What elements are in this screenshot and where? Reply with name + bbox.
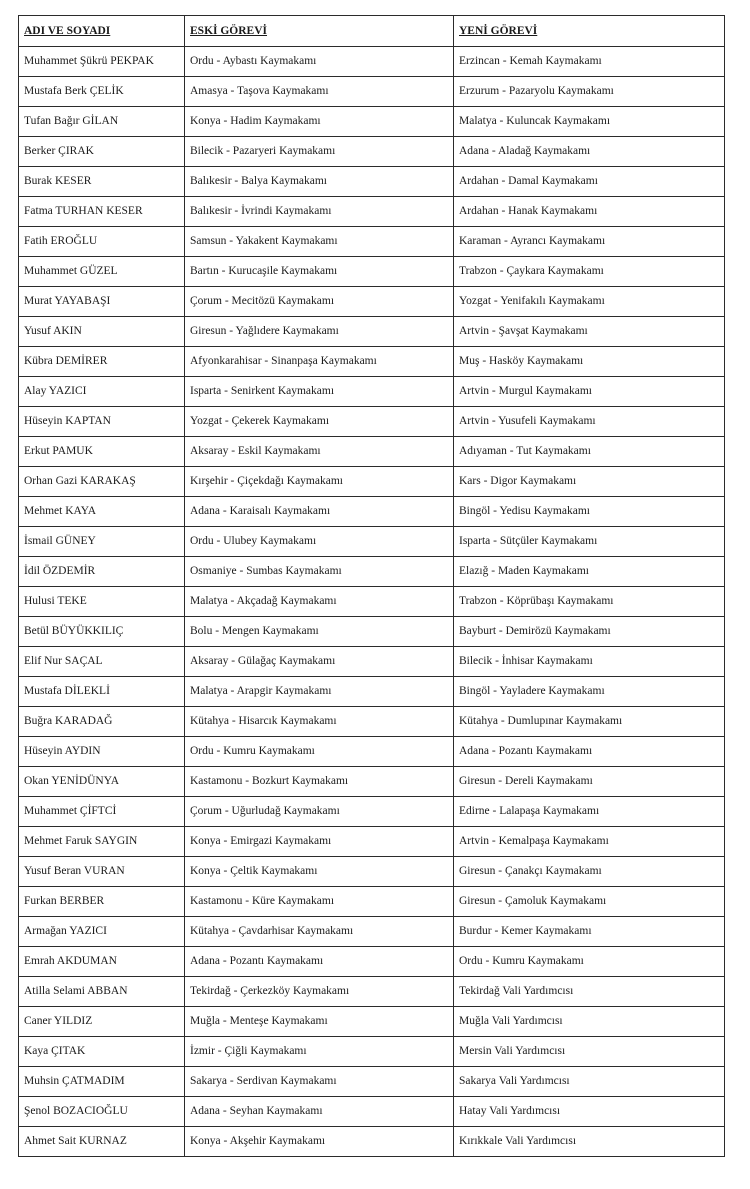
table-row: [19, 767, 725, 797]
cell-new-position: Karaman - Ayrancı Kaymakamı: [454, 227, 725, 257]
table-row: [19, 1037, 725, 1067]
cell-name: Murat YAYABAŞI: [19, 287, 185, 317]
table-header-row: [19, 16, 725, 47]
cell-name: Hüseyin KAPTAN: [19, 407, 185, 437]
cell-name: Elif Nur SAÇAL: [19, 647, 185, 677]
cell-old-position: Çorum - Mecitözü Kaymakamı: [185, 287, 454, 317]
cell-new-position: Bayburt - Demirözü Kaymakamı: [454, 617, 725, 647]
cell-old-position: Konya - Çeltik Kaymakamı: [185, 857, 454, 887]
table-row: [19, 737, 725, 767]
header-new-position: YENİ GÖREVİ: [454, 16, 725, 47]
cell-new-position: Trabzon - Köprübaşı Kaymakamı: [454, 587, 725, 617]
cell-old-position: Adana - Karaisalı Kaymakamı: [185, 497, 454, 527]
table-row: [19, 1067, 725, 1097]
cell-old-position: Çorum - Uğurludağ Kaymakamı: [185, 797, 454, 827]
table-row: [19, 437, 725, 467]
cell-old-position: İzmir - Çiğli Kaymakamı: [185, 1037, 454, 1067]
table-row: [19, 677, 725, 707]
cell-old-position: Bartın - Kurucaşile Kaymakamı: [185, 257, 454, 287]
cell-old-position: Malatya - Arapgir Kaymakamı: [185, 677, 454, 707]
table-row: [19, 407, 725, 437]
cell-name: Furkan BERBER: [19, 887, 185, 917]
cell-name: Emrah AKDUMAN: [19, 947, 185, 977]
appointments-table: [18, 15, 725, 1157]
cell-name: Muhammet GÜZEL: [19, 257, 185, 287]
table-row: [19, 707, 725, 737]
cell-new-position: Sakarya Vali Yardımcısı: [454, 1067, 725, 1097]
cell-name: Fatma TURHAN KESER: [19, 197, 185, 227]
table-row: [19, 587, 725, 617]
cell-new-position: Giresun - Çamoluk Kaymakamı: [454, 887, 725, 917]
table-row: [19, 797, 725, 827]
cell-new-position: Erzurum - Pazaryolu Kaymakamı: [454, 77, 725, 107]
cell-new-position: Kars - Digor Kaymakamı: [454, 467, 725, 497]
table-row: [19, 977, 725, 1007]
table-row: [19, 557, 725, 587]
cell-new-position: Artvin - Yusufeli Kaymakamı: [454, 407, 725, 437]
table-row: [19, 137, 725, 167]
cell-new-position: Mersin Vali Yardımcısı: [454, 1037, 725, 1067]
table-row: [19, 377, 725, 407]
cell-name: Fatih EROĞLU: [19, 227, 185, 257]
cell-old-position: Isparta - Senirkent Kaymakamı: [185, 377, 454, 407]
table-row: [19, 467, 725, 497]
cell-old-position: Aksaray - Gülağaç Kaymakamı: [185, 647, 454, 677]
cell-name: Atilla Selami ABBAN: [19, 977, 185, 1007]
cell-name: Mehmet KAYA: [19, 497, 185, 527]
table-row: [19, 1097, 725, 1127]
cell-name: Kaya ÇITAK: [19, 1037, 185, 1067]
cell-old-position: Konya - Akşehir Kaymakamı: [185, 1127, 454, 1157]
cell-old-position: Balıkesir - İvrindi Kaymakamı: [185, 197, 454, 227]
table-row: [19, 497, 725, 527]
cell-name: Şenol BOZACIOĞLU: [19, 1097, 185, 1127]
cell-new-position: Tekirdağ Vali Yardımcısı: [454, 977, 725, 1007]
cell-old-position: Tekirdağ - Çerkezköy Kaymakamı: [185, 977, 454, 1007]
cell-old-position: Bolu - Mengen Kaymakamı: [185, 617, 454, 647]
cell-name: Orhan Gazi KARAKAŞ: [19, 467, 185, 497]
cell-new-position: Artvin - Murgul Kaymakamı: [454, 377, 725, 407]
table-row: [19, 917, 725, 947]
cell-old-position: Sakarya - Serdivan Kaymakamı: [185, 1067, 454, 1097]
cell-new-position: Erzincan - Kemah Kaymakamı: [454, 47, 725, 77]
cell-old-position: Kırşehir - Çiçekdağı Kaymakamı: [185, 467, 454, 497]
header-old-position: ESKİ GÖREVİ: [185, 16, 454, 47]
table-row: [19, 527, 725, 557]
cell-name: Mustafa Berk ÇELİK: [19, 77, 185, 107]
cell-old-position: Amasya - Taşova Kaymakamı: [185, 77, 454, 107]
cell-name: Buğra KARADAĞ: [19, 707, 185, 737]
cell-new-position: Kırıkkale Vali Yardımcısı: [454, 1127, 725, 1157]
cell-old-position: Adana - Seyhan Kaymakamı: [185, 1097, 454, 1127]
cell-new-position: Bingöl - Yedisu Kaymakamı: [454, 497, 725, 527]
cell-old-position: Konya - Emirgazi Kaymakamı: [185, 827, 454, 857]
cell-old-position: Ordu - Kumru Kaymakamı: [185, 737, 454, 767]
cell-new-position: Kütahya - Dumlupınar Kaymakamı: [454, 707, 725, 737]
cell-new-position: Adana - Pozantı Kaymakamı: [454, 737, 725, 767]
cell-name: Yusuf Beran VURAN: [19, 857, 185, 887]
cell-old-position: Kastamonu - Küre Kaymakamı: [185, 887, 454, 917]
cell-new-position: Hatay Vali Yardımcısı: [454, 1097, 725, 1127]
cell-new-position: Artvin - Kemalpaşa Kaymakamı: [454, 827, 725, 857]
cell-name: Betül BÜYÜKKILIÇ: [19, 617, 185, 647]
cell-name: Muhsin ÇATMADIM: [19, 1067, 185, 1097]
table-row: [19, 617, 725, 647]
cell-new-position: Ardahan - Hanak Kaymakamı: [454, 197, 725, 227]
cell-new-position: Bilecik - İnhisar Kaymakamı: [454, 647, 725, 677]
cell-old-position: Kütahya - Çavdarhisar Kaymakamı: [185, 917, 454, 947]
table-row: [19, 887, 725, 917]
cell-old-position: Kütahya - Hisarcık Kaymakamı: [185, 707, 454, 737]
table-row: [19, 857, 725, 887]
cell-new-position: Muğla Vali Yardımcısı: [454, 1007, 725, 1037]
table-row: [19, 227, 725, 257]
cell-name: Alay YAZICI: [19, 377, 185, 407]
cell-new-position: Yozgat - Yenifakılı Kaymakamı: [454, 287, 725, 317]
cell-new-position: Edirne - Lalapaşa Kaymakamı: [454, 797, 725, 827]
cell-name: Mehmet Faruk SAYGIN: [19, 827, 185, 857]
table-row: [19, 347, 725, 377]
cell-name: Berker ÇIRAK: [19, 137, 185, 167]
cell-old-position: Samsun - Yakakent Kaymakamı: [185, 227, 454, 257]
cell-name: Hüseyin AYDIN: [19, 737, 185, 767]
header-name: ADI VE SOYADI: [19, 16, 185, 47]
cell-name: Kübra DEMİRER: [19, 347, 185, 377]
cell-name: Caner YILDIZ: [19, 1007, 185, 1037]
cell-name: Armağan YAZICI: [19, 917, 185, 947]
table-row: [19, 647, 725, 677]
cell-new-position: Muş - Hasköy Kaymakamı: [454, 347, 725, 377]
cell-new-position: Adana - Aladağ Kaymakamı: [454, 137, 725, 167]
cell-old-position: Muğla - Menteşe Kaymakamı: [185, 1007, 454, 1037]
cell-name: Okan YENİDÜNYA: [19, 767, 185, 797]
cell-new-position: Ardahan - Damal Kaymakamı: [454, 167, 725, 197]
cell-name: Tufan Bağır GİLAN: [19, 107, 185, 137]
cell-name: Muhammet Şükrü PEKPAK: [19, 47, 185, 77]
table-row: [19, 107, 725, 137]
cell-name: Yusuf AKIN: [19, 317, 185, 347]
cell-new-position: Ordu - Kumru Kaymakamı: [454, 947, 725, 977]
table-row: [19, 197, 725, 227]
cell-new-position: Trabzon - Çaykara Kaymakamı: [454, 257, 725, 287]
table-row: [19, 317, 725, 347]
table-row: [19, 1127, 725, 1157]
cell-old-position: Aksaray - Eskil Kaymakamı: [185, 437, 454, 467]
table-row: [19, 947, 725, 977]
cell-old-position: Konya - Hadim Kaymakamı: [185, 107, 454, 137]
table-row: [19, 827, 725, 857]
cell-old-position: Ordu - Aybastı Kaymakamı: [185, 47, 454, 77]
cell-old-position: Balıkesir - Balya Kaymakamı: [185, 167, 454, 197]
cell-name: Mustafa DİLEKLİ: [19, 677, 185, 707]
cell-new-position: Giresun - Çanakçı Kaymakamı: [454, 857, 725, 887]
cell-new-position: Malatya - Kuluncak Kaymakamı: [454, 107, 725, 137]
table-row: [19, 257, 725, 287]
cell-old-position: Osmaniye - Sumbas Kaymakamı: [185, 557, 454, 587]
table-row: [19, 47, 725, 77]
cell-name: Hulusi TEKE: [19, 587, 185, 617]
cell-new-position: Burdur - Kemer Kaymakamı: [454, 917, 725, 947]
cell-old-position: Afyonkarahisar - Sinanpaşa Kaymakamı: [185, 347, 454, 377]
cell-new-position: Elazığ - Maden Kaymakamı: [454, 557, 725, 587]
cell-name: Muhammet ÇİFTCİ: [19, 797, 185, 827]
cell-old-position: Malatya - Akçadağ Kaymakamı: [185, 587, 454, 617]
cell-old-position: Giresun - Yağlıdere Kaymakamı: [185, 317, 454, 347]
cell-new-position: Artvin - Şavşat Kaymakamı: [454, 317, 725, 347]
cell-new-position: Adıyaman - Tut Kaymakamı: [454, 437, 725, 467]
table-row: [19, 77, 725, 107]
cell-old-position: Adana - Pozantı Kaymakamı: [185, 947, 454, 977]
table-row: [19, 1007, 725, 1037]
table-row: [19, 287, 725, 317]
cell-new-position: Giresun - Dereli Kaymakamı: [454, 767, 725, 797]
document-page: [18, 15, 724, 1157]
cell-name: İdil ÖZDEMİR: [19, 557, 185, 587]
cell-old-position: Yozgat - Çekerek Kaymakamı: [185, 407, 454, 437]
cell-new-position: Isparta - Sütçüler Kaymakamı: [454, 527, 725, 557]
table-body: [19, 47, 725, 1157]
cell-name: Erkut PAMUK: [19, 437, 185, 467]
cell-new-position: Bingöl - Yayladere Kaymakamı: [454, 677, 725, 707]
cell-old-position: Bilecik - Pazaryeri Kaymakamı: [185, 137, 454, 167]
cell-old-position: Kastamonu - Bozkurt Kaymakamı: [185, 767, 454, 797]
table-row: [19, 167, 725, 197]
cell-old-position: Ordu - Ulubey Kaymakamı: [185, 527, 454, 557]
cell-name: Burak KESER: [19, 167, 185, 197]
cell-name: İsmail GÜNEY: [19, 527, 185, 557]
cell-name: Ahmet Sait KURNAZ: [19, 1127, 185, 1157]
